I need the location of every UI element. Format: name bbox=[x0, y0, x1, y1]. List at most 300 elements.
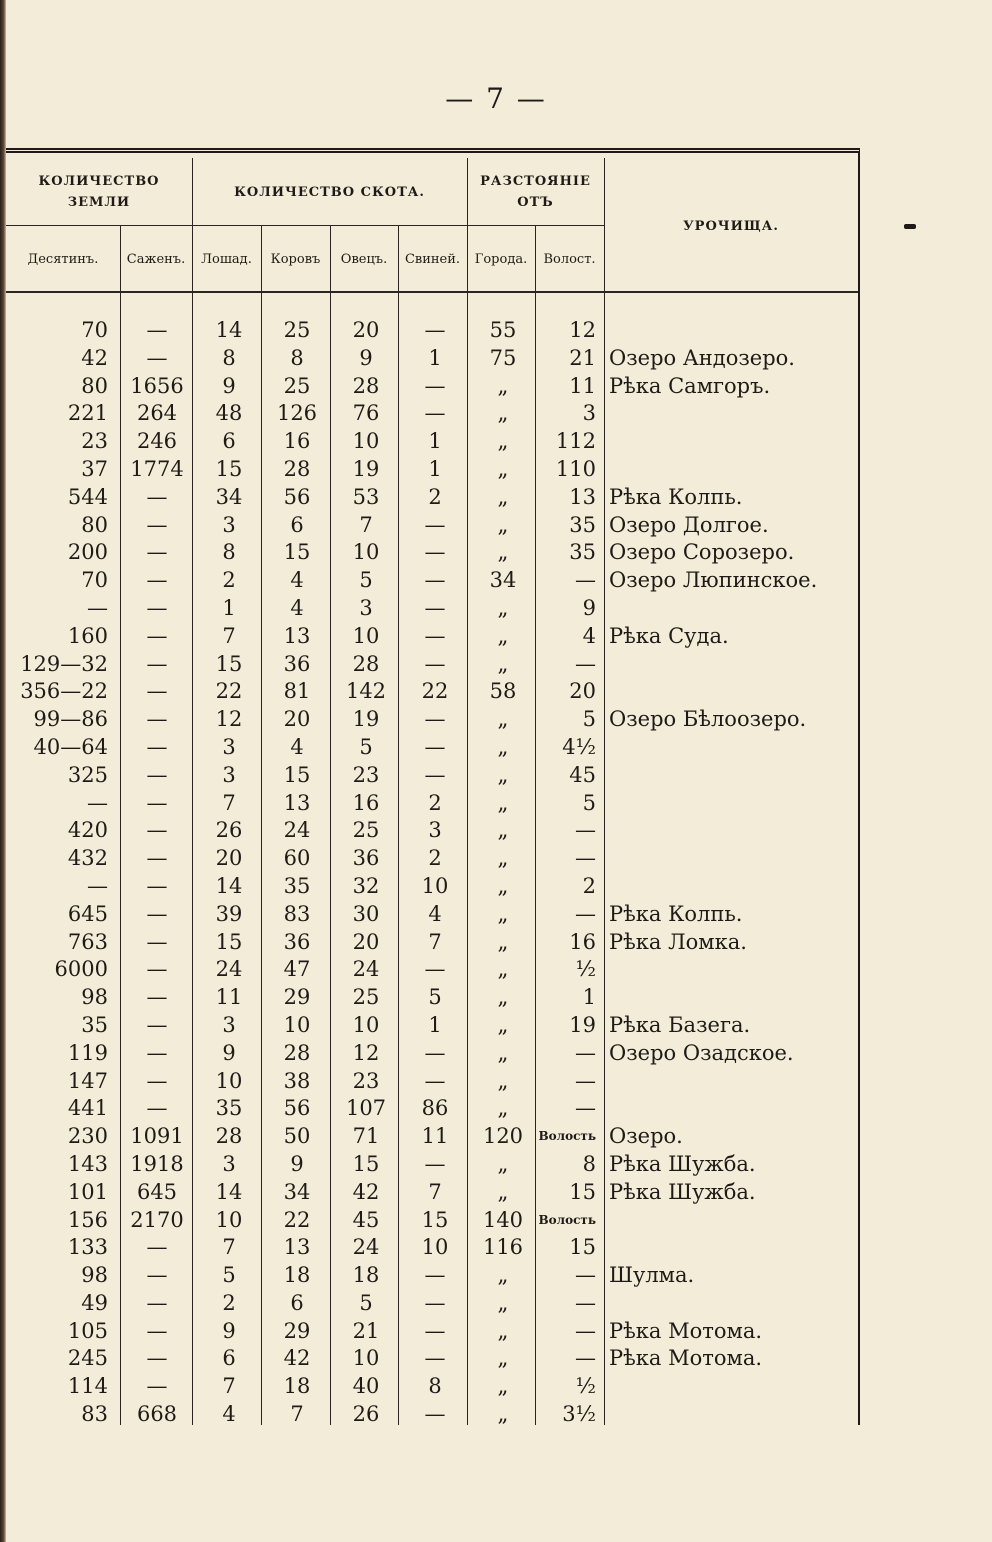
cell-volost: — bbox=[575, 818, 596, 843]
cell-town: „ bbox=[497, 985, 509, 1010]
cell-volost: 45 bbox=[569, 762, 596, 787]
cell-horses: 39 bbox=[215, 901, 243, 926]
cell-cows: 7 bbox=[290, 1402, 304, 1427]
cell-pigs: — bbox=[424, 595, 446, 620]
cell-horses: 4 bbox=[222, 1402, 236, 1427]
cell-volost: 112 bbox=[555, 429, 596, 454]
cell-cows: 56 bbox=[283, 484, 311, 509]
cell-desyatin: 49 bbox=[81, 1290, 108, 1315]
cell-desyatin: 99—86 bbox=[33, 707, 108, 732]
cell-cows: 15 bbox=[283, 540, 311, 565]
cell-place: Рѣка Колпь. bbox=[609, 901, 743, 926]
cell-cows: 83 bbox=[283, 901, 311, 926]
cell-horses: 48 bbox=[215, 401, 243, 426]
cell-pigs: — bbox=[424, 734, 446, 759]
cell-place: Озеро Сорозеро. bbox=[609, 540, 795, 565]
cell-sheep: 24 bbox=[352, 957, 380, 982]
cell-desyatin: 98 bbox=[81, 1263, 108, 1288]
cell-place: Рѣка Ломка. bbox=[609, 929, 747, 954]
cell-volost: — bbox=[575, 1040, 596, 1065]
cell-sazhen: 1091 bbox=[130, 1124, 184, 1149]
cell-sazhen: — bbox=[146, 762, 168, 787]
cell-desyatin: 119 bbox=[67, 1040, 108, 1065]
cell-volost: 1 bbox=[582, 985, 596, 1010]
cell-volost: 16 bbox=[569, 929, 596, 954]
cell-desyatin: 37 bbox=[81, 456, 108, 481]
header-land: КОЛИЧЕСТВО ЗЕМЛИ bbox=[38, 174, 160, 210]
cell-desyatin: 432 bbox=[67, 846, 108, 871]
table-row bbox=[6, 873, 858, 901]
cell-cows: 25 bbox=[283, 318, 311, 342]
cell-pigs: — bbox=[424, 707, 446, 732]
cell-volost: — bbox=[575, 568, 596, 593]
cell-pigs: — bbox=[424, 1151, 446, 1176]
cell-sazhen: 2170 bbox=[130, 1207, 184, 1232]
cell-horses: 7 bbox=[222, 1374, 236, 1399]
cell-cows: 18 bbox=[283, 1263, 311, 1288]
cell-sheep: 10 bbox=[352, 1346, 380, 1371]
cell-pigs: 2 bbox=[428, 846, 442, 871]
header-distance-line1: РАЗСТОЯНІЕ bbox=[480, 174, 591, 190]
cell-town: 34 bbox=[489, 568, 517, 593]
cell-town: „ bbox=[497, 401, 509, 426]
cell-place: Озеро Андозеро. bbox=[609, 345, 795, 370]
cell-horses: 9 bbox=[222, 1318, 236, 1343]
cell-pigs: 3 bbox=[428, 818, 442, 843]
cell-cows: 6 bbox=[290, 512, 304, 537]
cell-horses: 26 bbox=[215, 818, 243, 843]
cell-volost: 5 bbox=[582, 790, 596, 815]
header-sazhen: Саженъ. bbox=[126, 251, 186, 267]
cell-pigs: — bbox=[424, 957, 446, 982]
cell-cows: 50 bbox=[283, 1124, 311, 1149]
table-row bbox=[6, 762, 858, 790]
table-row bbox=[6, 1401, 858, 1429]
cell-sazhen: — bbox=[146, 595, 168, 620]
cell-volost: — bbox=[575, 1068, 596, 1093]
page-number: — 7 — bbox=[445, 82, 547, 115]
cell-pigs: — bbox=[424, 1068, 446, 1093]
table-row bbox=[6, 317, 858, 345]
cell-pigs: — bbox=[424, 1290, 446, 1315]
cell-sazhen: — bbox=[146, 873, 168, 898]
cell-town: „ bbox=[497, 818, 509, 843]
cell-desyatin: 325 bbox=[67, 762, 108, 787]
cell-town: „ bbox=[497, 1318, 509, 1343]
cell-town: „ bbox=[497, 1346, 509, 1371]
cell-town: 75 bbox=[489, 345, 517, 370]
cell-town: „ bbox=[497, 540, 509, 565]
cell-desyatin: 160 bbox=[67, 623, 108, 648]
cell-horses: 8 bbox=[222, 540, 236, 565]
cell-desyatin: 356—22 bbox=[20, 679, 108, 704]
header-cattle: КОЛИЧЕСТВО СКОТА. bbox=[234, 184, 425, 200]
cell-town: „ bbox=[497, 846, 509, 871]
cell-volost: ½ bbox=[575, 957, 596, 982]
cell-sazhen: — bbox=[146, 1068, 168, 1093]
cell-sheep: 5 bbox=[359, 734, 373, 759]
cell-pigs: 1 bbox=[428, 429, 442, 454]
cell-pigs: 8 bbox=[428, 1374, 442, 1399]
cell-pigs: 2 bbox=[428, 790, 442, 815]
cell-horses: 15 bbox=[215, 456, 243, 481]
cell-town: „ bbox=[497, 1290, 509, 1315]
cell-pigs: 86 bbox=[421, 1096, 449, 1121]
cell-volost: — bbox=[575, 1318, 596, 1343]
cell-place: Рѣка Базега. bbox=[609, 1012, 751, 1037]
cell-town: „ bbox=[497, 873, 509, 898]
cell-cows: 60 bbox=[283, 846, 311, 871]
cell-pigs: 11 bbox=[421, 1124, 449, 1149]
table-row bbox=[6, 1123, 858, 1151]
cell-sazhen: — bbox=[146, 1012, 168, 1037]
cell-horses: 15 bbox=[215, 651, 243, 676]
cell-horses: 35 bbox=[215, 1096, 243, 1121]
table-row bbox=[6, 1012, 858, 1040]
cell-sazhen: — bbox=[146, 540, 168, 565]
cell-horses: 15 bbox=[215, 929, 243, 954]
cell-volost: 3 bbox=[582, 401, 596, 426]
cell-pigs: 7 bbox=[428, 929, 442, 954]
table-row bbox=[6, 539, 858, 567]
cell-town: „ bbox=[497, 623, 509, 648]
cell-sazhen: — bbox=[146, 1263, 168, 1288]
cell-sheep: 30 bbox=[352, 901, 380, 926]
cell-sheep: 28 bbox=[352, 373, 380, 398]
header-rule bbox=[192, 225, 467, 226]
cell-sheep: 23 bbox=[352, 1068, 380, 1093]
cell-cows: 18 bbox=[283, 1374, 311, 1399]
cell-horses: 14 bbox=[215, 318, 243, 342]
cell-pigs: — bbox=[424, 1318, 446, 1343]
cell-sheep: 42 bbox=[352, 1179, 380, 1204]
cell-cows: 25 bbox=[283, 373, 311, 398]
cell-sheep: 142 bbox=[345, 679, 387, 704]
cell-volost: 2 bbox=[582, 873, 596, 898]
cell-cows: 126 bbox=[276, 401, 318, 426]
cell-cows: 56 bbox=[283, 1096, 311, 1121]
cell-town: 116 bbox=[482, 1235, 524, 1260]
cell-horses: 12 bbox=[215, 707, 243, 732]
cell-sazhen: 246 bbox=[136, 429, 178, 454]
cell-cows: 9 bbox=[290, 1151, 304, 1176]
cell-sazhen: — bbox=[146, 985, 168, 1010]
cell-town: „ bbox=[497, 456, 509, 481]
cell-pigs: 2 bbox=[428, 484, 442, 509]
cell-sazhen: — bbox=[146, 1374, 168, 1399]
cell-sheep: 18 bbox=[352, 1263, 380, 1288]
cell-sazhen: — bbox=[146, 929, 168, 954]
cell-horses: 3 bbox=[222, 1012, 236, 1037]
cell-sazhen: — bbox=[146, 734, 168, 759]
cell-pigs: — bbox=[424, 512, 446, 537]
cell-sheep: 28 bbox=[352, 651, 380, 676]
table-row bbox=[6, 1151, 858, 1179]
cell-sheep: 71 bbox=[352, 1124, 380, 1149]
cell-desyatin: 6000 bbox=[54, 957, 108, 982]
cell-sheep: 5 bbox=[359, 1290, 373, 1315]
cell-desyatin: 70 bbox=[81, 568, 108, 593]
cell-horses: 6 bbox=[222, 1346, 236, 1371]
cell-town: „ bbox=[497, 1374, 509, 1399]
cell-town: „ bbox=[497, 1068, 509, 1093]
cell-place: Рѣка Колпь. bbox=[609, 484, 743, 509]
cell-town: „ bbox=[497, 1151, 509, 1176]
cell-desyatin: 80 bbox=[81, 512, 108, 537]
cell-cows: 28 bbox=[283, 456, 311, 481]
cell-desyatin: 133 bbox=[67, 1235, 108, 1260]
cell-sheep: 12 bbox=[352, 1040, 380, 1065]
cell-desyatin: 147 bbox=[67, 1068, 108, 1093]
cell-horses: 10 bbox=[215, 1068, 243, 1093]
cell-volost: — bbox=[575, 901, 596, 926]
cell-desyatin: 98 bbox=[81, 985, 108, 1010]
cell-cows: 4 bbox=[290, 734, 304, 759]
cell-cows: 38 bbox=[283, 1068, 311, 1093]
cell-town: „ bbox=[497, 1012, 509, 1037]
cell-town: „ bbox=[497, 651, 509, 676]
cell-desyatin: 441 bbox=[67, 1096, 108, 1121]
header-desyatin: Десятинъ. bbox=[27, 251, 99, 267]
cell-town: „ bbox=[497, 929, 509, 954]
cell-sheep: 36 bbox=[352, 846, 380, 871]
header-place: УРОЧИЩА. bbox=[683, 218, 779, 234]
cell-horses: 3 bbox=[222, 1151, 236, 1176]
cell-sazhen: — bbox=[146, 818, 168, 843]
cell-sheep: 32 bbox=[352, 873, 380, 898]
cell-desyatin: 40—64 bbox=[33, 734, 108, 759]
cell-desyatin: 80 bbox=[81, 373, 108, 398]
table-row bbox=[6, 1373, 858, 1401]
cell-place: Рѣка Мотома. bbox=[609, 1346, 763, 1371]
cell-sazhen: — bbox=[146, 901, 168, 926]
cell-cows: 81 bbox=[283, 679, 311, 704]
cell-sheep: 19 bbox=[352, 456, 380, 481]
cell-volost: Волость bbox=[538, 1129, 596, 1144]
cell-volost: — bbox=[575, 651, 596, 676]
cell-volost: 19 bbox=[569, 1012, 596, 1037]
cell-volost: 12 bbox=[569, 318, 596, 342]
cell-sheep: 26 bbox=[352, 1402, 380, 1427]
cell-desyatin: 156 bbox=[67, 1207, 108, 1232]
table-row bbox=[6, 1290, 858, 1318]
cell-town: „ bbox=[497, 1040, 509, 1065]
cell-town: „ bbox=[497, 707, 509, 732]
cell-place: Озеро Долгое. bbox=[609, 512, 769, 537]
cell-volost: — bbox=[575, 1263, 596, 1288]
table-row bbox=[6, 1234, 858, 1262]
statistics-table bbox=[6, 148, 860, 1425]
cell-sazhen: — bbox=[146, 1290, 168, 1315]
cell-pigs: — bbox=[424, 623, 446, 648]
cell-cows: 13 bbox=[283, 623, 311, 648]
cell-volost: 9 bbox=[582, 595, 596, 620]
cell-sheep: 9 bbox=[359, 345, 373, 370]
cell-pigs: — bbox=[424, 318, 446, 342]
table-row bbox=[6, 678, 858, 706]
cell-desyatin: 221 bbox=[67, 401, 108, 426]
table-row bbox=[6, 1345, 858, 1373]
cell-pigs: — bbox=[424, 540, 446, 565]
cell-cows: 8 bbox=[290, 345, 304, 370]
cell-sheep: 5 bbox=[359, 568, 373, 593]
cell-desyatin: 544 bbox=[67, 484, 108, 509]
cell-sazhen: — bbox=[146, 1096, 168, 1121]
cell-horses: 1 bbox=[222, 595, 236, 620]
table-row bbox=[6, 651, 858, 679]
cell-desyatin: 245 bbox=[67, 1346, 108, 1371]
cell-desyatin: 35 bbox=[81, 1012, 108, 1037]
table-row bbox=[6, 484, 858, 512]
cell-horses: 3 bbox=[222, 762, 236, 787]
cell-desyatin: 83 bbox=[81, 1402, 108, 1427]
cell-horses: 5 bbox=[222, 1263, 236, 1288]
cell-pigs: — bbox=[424, 373, 446, 398]
cell-sheep: 25 bbox=[352, 985, 380, 1010]
cell-pigs: — bbox=[424, 1263, 446, 1288]
cell-town: „ bbox=[497, 957, 509, 982]
cell-cows: 4 bbox=[290, 568, 304, 593]
cell-cows: 28 bbox=[283, 1040, 311, 1065]
cell-town: „ bbox=[497, 512, 509, 537]
cell-town: „ bbox=[497, 484, 509, 509]
cell-volost: 3½ bbox=[562, 1402, 596, 1427]
cell-sheep: 3 bbox=[359, 595, 373, 620]
cell-town: „ bbox=[497, 1096, 509, 1121]
cell-horses: 6 bbox=[222, 429, 236, 454]
cell-sheep: 10 bbox=[352, 1012, 380, 1037]
cell-volost: 13 bbox=[569, 484, 596, 509]
cell-horses: 8 bbox=[222, 345, 236, 370]
header-sheep: Овецъ. bbox=[340, 251, 388, 267]
cell-sheep: 20 bbox=[352, 318, 380, 342]
cell-sazhen: — bbox=[146, 846, 168, 871]
cell-pigs: — bbox=[424, 762, 446, 787]
cell-volost: 5 bbox=[582, 707, 596, 732]
cell-cows: 42 bbox=[283, 1346, 311, 1371]
table-row bbox=[6, 512, 858, 540]
cell-town: „ bbox=[497, 1179, 509, 1204]
cell-sazhen: — bbox=[146, 623, 168, 648]
table-row bbox=[6, 845, 858, 873]
cell-sheep: 10 bbox=[352, 429, 380, 454]
cell-sheep: 107 bbox=[345, 1096, 387, 1121]
cell-cows: 22 bbox=[283, 1207, 311, 1232]
cell-sazhen: — bbox=[146, 1318, 168, 1343]
cell-place: Рѣка Суда. bbox=[609, 623, 729, 648]
cell-town: 120 bbox=[482, 1124, 524, 1149]
cell-sazhen: — bbox=[146, 651, 168, 676]
cell-horses: 7 bbox=[222, 1235, 236, 1260]
cell-desyatin: — bbox=[87, 790, 108, 815]
margin-mark bbox=[904, 224, 916, 229]
cell-pigs: — bbox=[424, 1040, 446, 1065]
cell-volost: — bbox=[575, 1290, 596, 1315]
cell-volost: — bbox=[575, 1096, 596, 1121]
table-row bbox=[6, 817, 858, 845]
table-row bbox=[6, 623, 858, 651]
cell-desyatin: — bbox=[87, 595, 108, 620]
cell-desyatin: — bbox=[87, 873, 108, 898]
cell-sazhen: — bbox=[146, 1235, 168, 1260]
cell-horses: 2 bbox=[222, 568, 236, 593]
header-volost: Волост. bbox=[543, 251, 596, 267]
cell-place: Озеро Озадское. bbox=[609, 1040, 794, 1065]
cell-desyatin: 114 bbox=[67, 1374, 108, 1399]
cell-cows: 29 bbox=[283, 1318, 311, 1343]
cell-sheep: 21 bbox=[352, 1318, 380, 1343]
cell-cows: 47 bbox=[283, 957, 311, 982]
cell-sazhen: — bbox=[146, 957, 168, 982]
cell-desyatin: 645 bbox=[67, 901, 108, 926]
cell-cows: 6 bbox=[290, 1290, 304, 1315]
table-row bbox=[6, 956, 858, 984]
cell-pigs: — bbox=[424, 1402, 446, 1427]
cell-pigs: — bbox=[424, 401, 446, 426]
cell-sheep: 20 bbox=[352, 929, 380, 954]
cell-volost: — bbox=[575, 1346, 596, 1371]
cell-town: „ bbox=[497, 762, 509, 787]
cell-sazhen: — bbox=[146, 512, 168, 537]
cell-town: „ bbox=[497, 734, 509, 759]
table-row bbox=[6, 456, 858, 484]
cell-pigs: 7 bbox=[428, 1179, 442, 1204]
cell-horses: 24 bbox=[215, 957, 243, 982]
cell-town: 140 bbox=[482, 1207, 524, 1232]
table-row bbox=[6, 567, 858, 595]
table-row bbox=[6, 1040, 858, 1068]
cell-pigs: 22 bbox=[421, 679, 449, 704]
cell-sheep: 53 bbox=[352, 484, 380, 509]
table-row bbox=[6, 1207, 858, 1235]
table-row bbox=[6, 1179, 858, 1207]
cell-volost: 8 bbox=[582, 1151, 596, 1176]
cell-cows: 13 bbox=[283, 1235, 311, 1260]
header-rule bbox=[6, 225, 192, 226]
cell-sheep: 40 bbox=[352, 1374, 380, 1399]
table-row bbox=[6, 706, 858, 734]
cell-desyatin: 105 bbox=[67, 1318, 108, 1343]
cell-horses: 2 bbox=[222, 1290, 236, 1315]
cell-sazhen: — bbox=[146, 568, 168, 593]
cell-place: Рѣка Шужба. bbox=[609, 1151, 756, 1176]
cell-horses: 28 bbox=[215, 1124, 243, 1149]
cell-horses: 20 bbox=[215, 846, 243, 871]
cell-pigs: 1 bbox=[428, 456, 442, 481]
cell-cows: 24 bbox=[283, 818, 311, 843]
cell-cows: 35 bbox=[283, 873, 311, 898]
cell-volost: 11 bbox=[569, 373, 596, 398]
cell-pigs: 15 bbox=[421, 1207, 449, 1232]
table-row bbox=[6, 1262, 858, 1290]
cell-desyatin: 23 bbox=[81, 429, 108, 454]
table-row bbox=[6, 734, 858, 762]
cell-volost: 15 bbox=[569, 1235, 596, 1260]
cell-place: Рѣка Шужба. bbox=[609, 1179, 756, 1204]
cell-cows: 10 bbox=[283, 1012, 311, 1037]
cell-volost: 35 bbox=[569, 540, 596, 565]
cell-town: „ bbox=[497, 1263, 509, 1288]
cell-town: „ bbox=[497, 1402, 509, 1427]
header-distance-line2: ОТЪ bbox=[517, 195, 554, 210]
cell-horses: 3 bbox=[222, 512, 236, 537]
cell-sheep: 24 bbox=[352, 1235, 380, 1260]
cell-place: Рѣка Самгоръ. bbox=[609, 373, 771, 398]
cell-volost: 110 bbox=[555, 456, 596, 481]
table-row bbox=[6, 1095, 858, 1123]
cell-sheep: 7 bbox=[359, 512, 373, 537]
cell-sheep: 76 bbox=[352, 401, 380, 426]
